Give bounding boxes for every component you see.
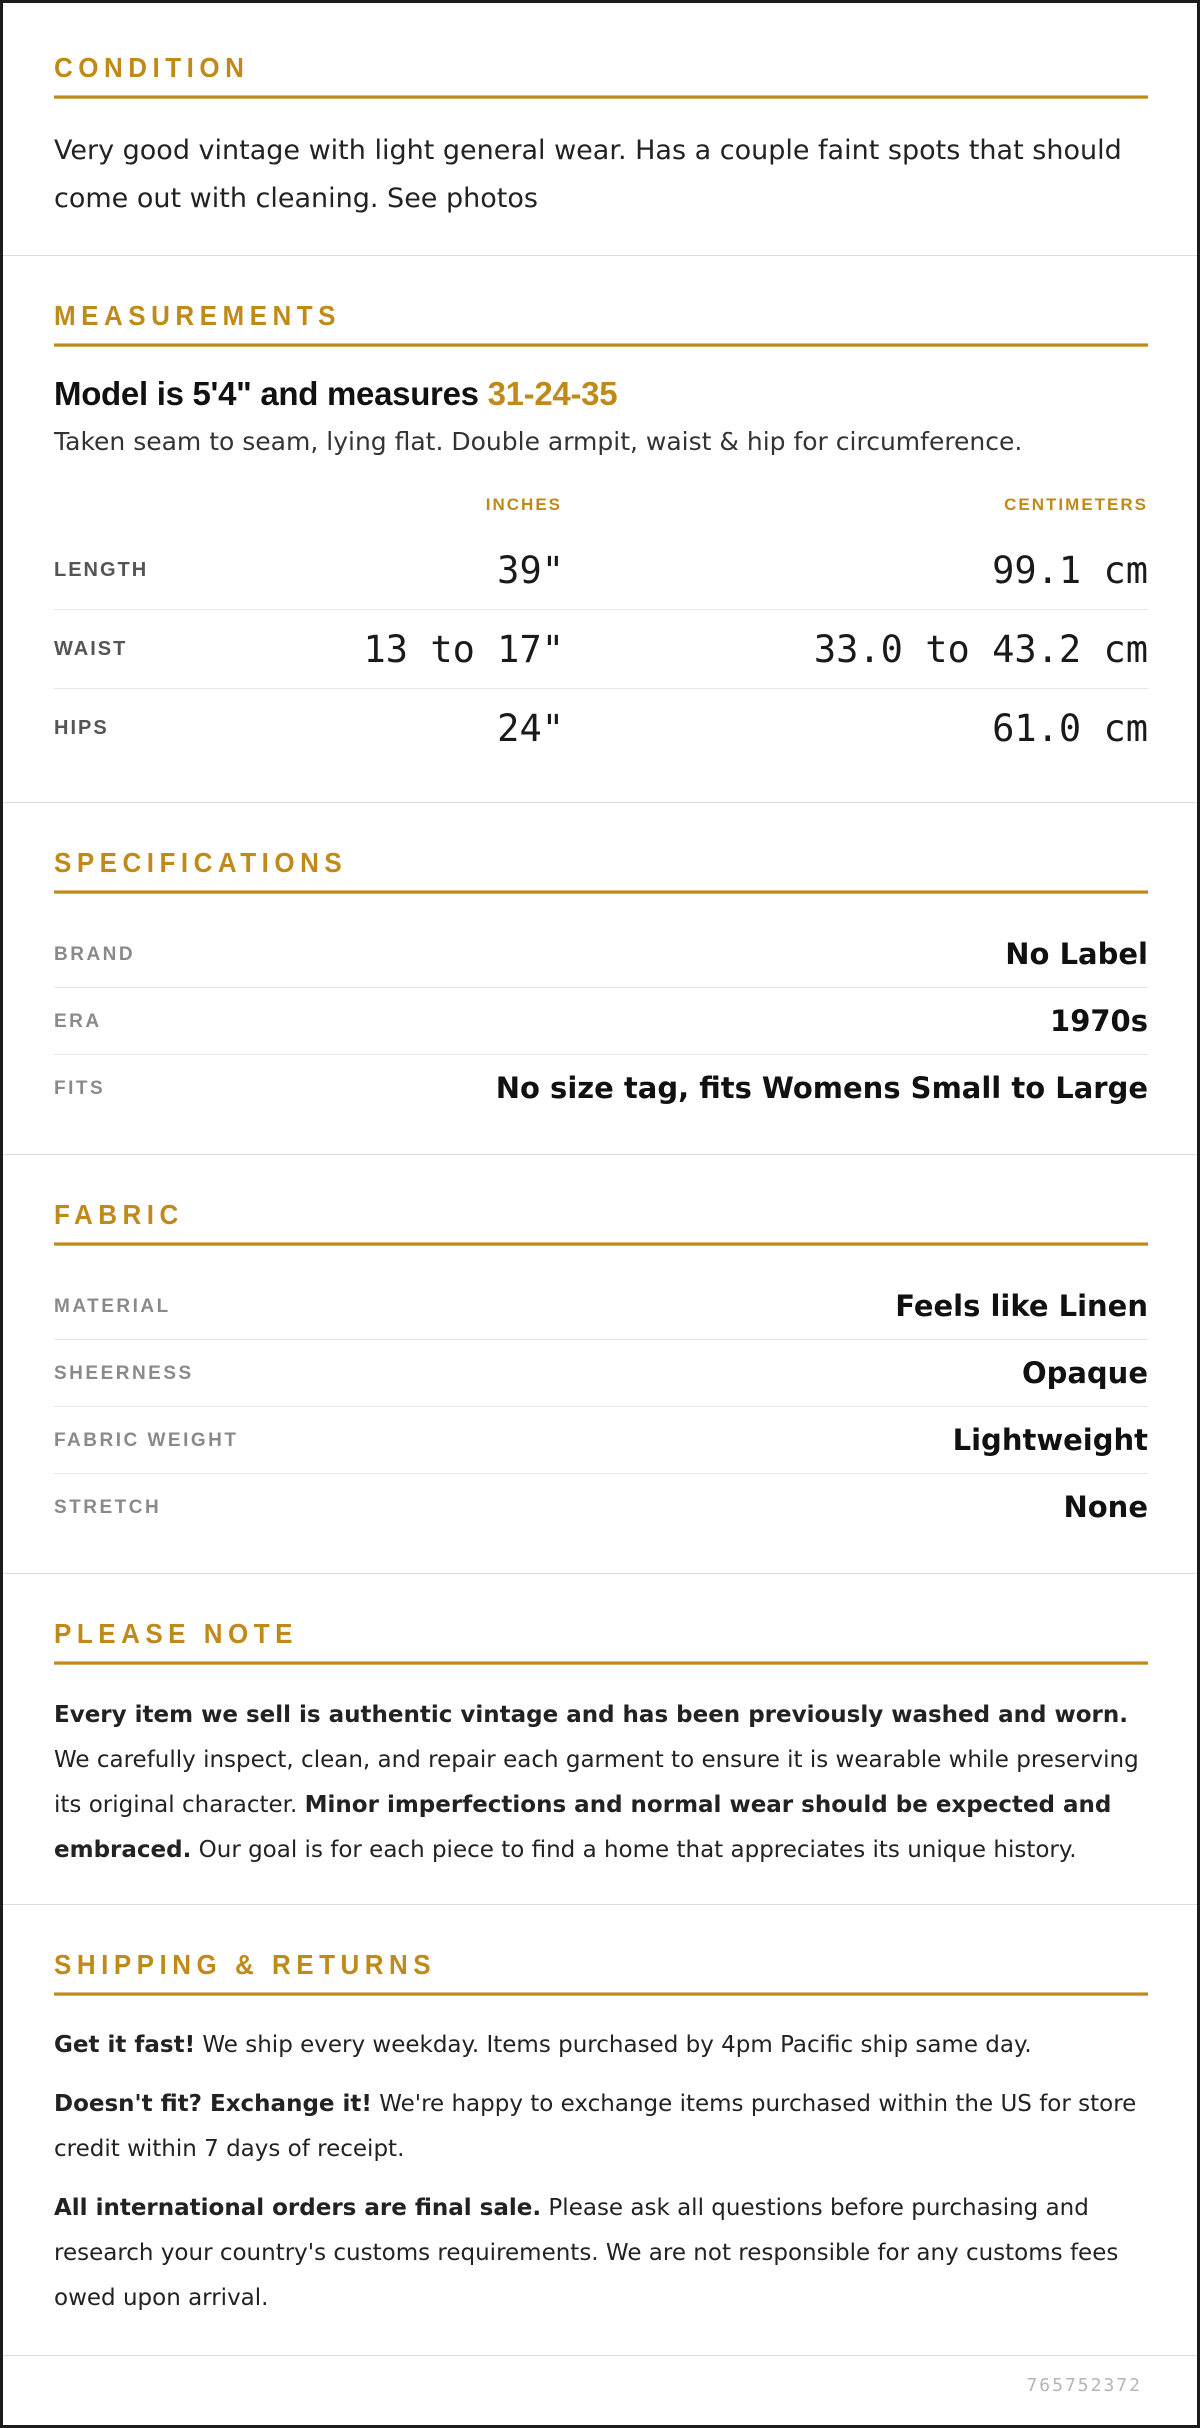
note-bold-1: Every item we sell is authentic vintage and has been previously washed and worn. [54, 1702, 1128, 1728]
shipping-bold-3: All international orders are final sale. [54, 2195, 542, 2221]
inches-column-header: INCHES [485, 495, 562, 514]
fabric-heading: FABRIC [54, 1196, 1148, 1246]
measurements-heading: MEASUREMENTS [54, 297, 1148, 347]
shipping-bold-2: Doesn't fit? Exchange it! [54, 2091, 372, 2117]
model-measurements [54, 375, 1148, 413]
fabric-row-stretch [54, 1474, 1148, 1541]
fabric-row-sheerness [54, 1340, 1148, 1407]
spec-label: ERA [54, 1011, 102, 1032]
measurement-row-hips [54, 689, 1148, 768]
measurements-section [3, 255, 1197, 803]
shipping-paragraph-1 [54, 2023, 1148, 2068]
fabric-value: None [1063, 1490, 1148, 1524]
centimeters-column-header: CENTIMETERS [1004, 495, 1148, 514]
fabric-label: STRETCH [54, 1497, 162, 1518]
measurement-label: LENGTH [54, 559, 149, 581]
shipping-text-3: Please ask all questions before purchasing and research your country's customs requirements. We are not responsible for any customs fees owed upon arrival. [54, 2195, 1119, 2311]
fabric-value: Feels like Linen [895, 1289, 1148, 1323]
measurement-inches: 39" [497, 549, 564, 592]
please-note-text [54, 1693, 1148, 1873]
shipping-paragraph-3 [54, 2186, 1148, 2321]
shipping-text-1: We ship every weekday. Items purchased by 4pm Pacific ship same day. [195, 2032, 1032, 2058]
fabric-section [3, 1154, 1197, 1574]
condition-heading: CONDITION [54, 49, 1148, 99]
measurement-cm: 99.1 cm [992, 549, 1148, 592]
measurement-cm: 61.0 cm [992, 707, 1148, 750]
specifications-section [3, 802, 1197, 1155]
sku-number: 765752372 [1026, 2375, 1142, 2396]
note-text-2: Our goal is for each piece to find a home that appreciates its unique history. [191, 1837, 1077, 1863]
please-note-heading: PLEASE NOTE [54, 1615, 1148, 1665]
shipping-paragraph-2 [54, 2082, 1148, 2172]
spec-value: No Label [1005, 937, 1148, 971]
fabric-row-weight [54, 1407, 1148, 1474]
shipping-bold-1: Get it fast! [54, 2032, 196, 2058]
model-numbers: 31-24-35 [487, 375, 618, 412]
spec-row-brand [54, 921, 1148, 988]
spec-value: 1970s [1050, 1004, 1148, 1038]
fabric-label: MATERIAL [54, 1296, 171, 1317]
fabric-label: SHEERNESS [54, 1363, 194, 1384]
spec-label: FITS [54, 1078, 106, 1099]
spec-value: No size tag, fits Womens Small to Large [495, 1071, 1148, 1105]
condition-section [3, 3, 1197, 256]
note-text-1: We carefully inspect, clean, and repair each garment to ensure it is wearable while preserving its original character. [54, 1747, 1139, 1818]
spec-row-fits [54, 1055, 1148, 1122]
spec-row-era [54, 988, 1148, 1055]
measurement-cm: 33.0 to 43.2 cm [813, 628, 1148, 671]
measurements-subtitle: Taken seam to seam, lying flat. Double armpit, waist & hip for circumference. [54, 427, 1023, 456]
spec-label: BRAND [54, 944, 136, 965]
measurement-row-length [54, 531, 1148, 610]
fabric-row-material [54, 1273, 1148, 1340]
shipping-heading: SHIPPING & RETURNS [54, 1946, 1148, 1996]
model-height-text: Model is 5'4" and measures [54, 375, 488, 412]
specifications-heading: SPECIFICATIONS [54, 844, 1148, 894]
measurement-label: WAIST [54, 638, 128, 660]
fabric-value: Lightweight [952, 1423, 1148, 1457]
condition-text: Very good vintage with light general wear. Has a couple faint spots that should come out with cleaning. See photos [54, 135, 1122, 214]
fabric-value: Opaque [1021, 1356, 1148, 1390]
measurement-row-waist [54, 610, 1148, 689]
please-note-section [3, 1573, 1197, 1905]
fabric-label: FABRIC WEIGHT [54, 1430, 239, 1451]
note-bold-2: Minor imperfections and normal wear should be expected and embraced. [54, 1792, 1112, 1863]
measurement-inches: 13 to 17" [363, 628, 564, 671]
shipping-section [3, 1904, 1197, 2356]
measurement-label: HIPS [54, 717, 109, 739]
shipping-text-2: We're happy to exchange items purchased within the US for store credit within 7 days of receipt. [54, 2091, 1137, 2162]
measurement-inches: 24" [497, 707, 564, 750]
